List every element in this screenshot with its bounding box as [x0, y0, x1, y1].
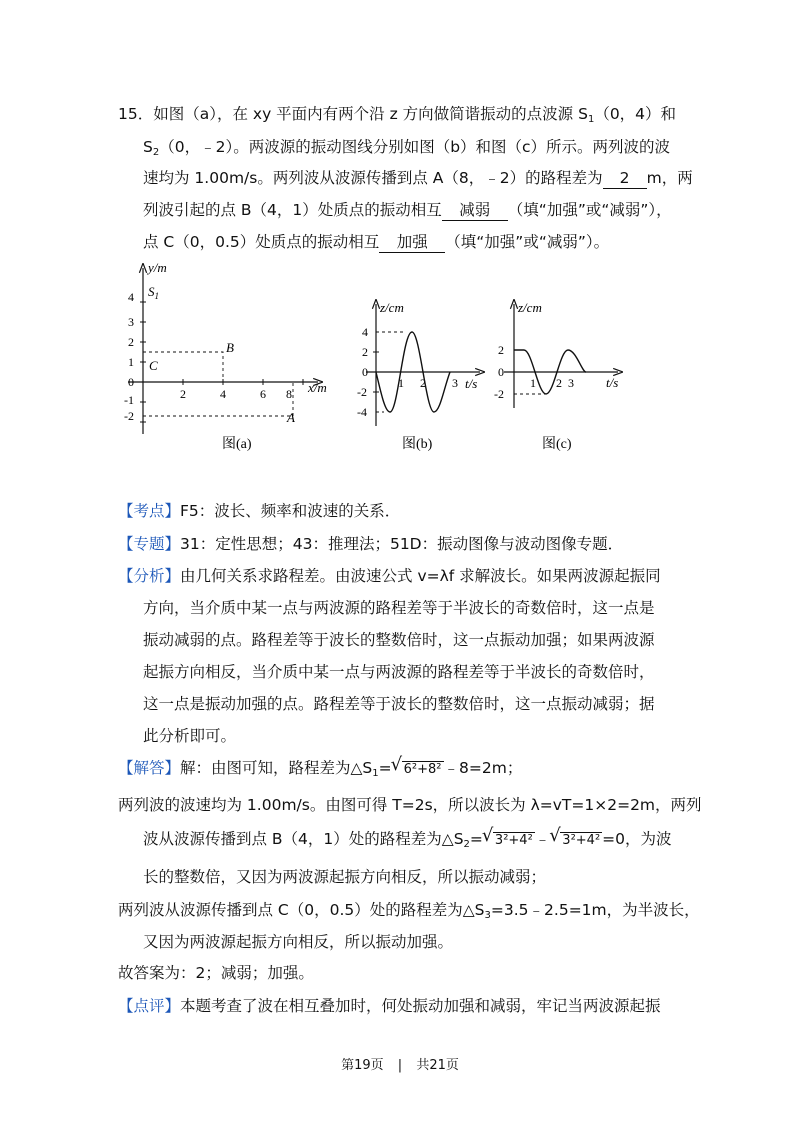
fig-a-ytick-m1: -1 [124, 393, 134, 407]
fig-a-a-label: A [287, 410, 295, 425]
fig-a-c-label: C [149, 358, 158, 373]
fig-a-caption: 图(a) [222, 437, 252, 452]
jieda-line-5: 两列波从波源传播到点 C（0，0.5）处的路程差为$\triangle S_3=3.5﹣2.5=1m$，为半波长， [118, 901, 700, 921]
fig-a-ytick-1: 1 [128, 355, 134, 369]
jieda-line-4: 长的整数倍，又因为两波源起振方向相反，所以振动减弱； [143, 868, 547, 886]
page-total: 共21页 [416, 1058, 459, 1073]
fig-a-ytick-2: 2 [128, 335, 134, 349]
dianping-line: 【点评】本题考查了波在相互叠加时，何处振动加强和减弱，牢记当两波源起振 [118, 997, 661, 1015]
fig-c-caption: 图(c) [542, 437, 572, 452]
fig-c-ytick-m2: -2 [494, 387, 504, 401]
fig-b-caption: 图(b) [402, 437, 433, 452]
fig-c-ytick-0: 0 [498, 365, 504, 379]
fig-c-xtick-1: 1 [530, 376, 536, 390]
fig-b-ytick-2: 2 [362, 345, 368, 359]
fig-b-ytick-4: 4 [362, 325, 368, 339]
fig-b-xtick-1: 1 [398, 376, 404, 390]
footer-separator: | [397, 1058, 403, 1073]
page-footer [0, 1054, 800, 1073]
question-line-1: 15．如图（a），在 xy 平面内有两个沿 z 方向做简谐振动的点波源 $S_1(0$，4）和 [118, 105, 677, 125]
fig-c-ytick-2: 2 [498, 343, 504, 357]
fenxi-tag: 【分析】 [118, 567, 181, 585]
fig-b-xtick-3: 3 [452, 376, 458, 390]
fig-a-xtick-2: 2 [180, 387, 186, 401]
answer-blank-1: 2 [603, 168, 647, 189]
fig-c-xlabel: t/s [606, 375, 619, 390]
dianping-tag: 【点评】 [118, 997, 181, 1015]
jieda-line-6: 又因为两波源起振方向相反，所以振动加强。 [143, 933, 454, 951]
fig-a-xtick-6: 6 [260, 387, 266, 401]
question-line-4: 列波引起的点 B（4，1）处质点的振动相互 减弱 （填“加强”或“减弱”）， [143, 201, 672, 219]
fig-a-ytick-3: 3 [128, 315, 134, 329]
fenxi-line-6: 此分析即可。 [143, 727, 237, 745]
fig-b-ylabel: z/cm [380, 300, 404, 315]
fig-a-b-label: B [226, 340, 234, 355]
fig-a-xlabel: x/m [308, 380, 327, 395]
fig-b-xtick-2: 2 [420, 376, 426, 390]
question-line-2: $S_2(0$，﹣2）。两波源的振动图线分别如图（b）和图（c）所示。两列波的波 [143, 138, 671, 158]
question-line-3: 速均为 1.00m/s。两列波从波源传播到点 A（8，﹣2）的路程差为 2 m，两 [143, 169, 693, 187]
question-line-5: 点 C（0，0.5）处质点的振动相互 加强 （填“加强”或“减弱”）。 [143, 233, 610, 251]
fig-a-ytick-m2: -2 [124, 409, 134, 423]
jieda-line-7: 故答案为：2；减弱；加强。 [118, 964, 314, 982]
fig-b-ytick-0: 0 [362, 365, 368, 379]
fig-a-s1-label: $S_1$ [148, 284, 159, 301]
answer-blank-2: 减弱 [442, 200, 508, 221]
fenxi-line-3: 振动减弱的点。路程差等于波长的整数倍时，这一点振动加强；如果两波源 [143, 631, 655, 649]
zhuanti-line: 【专题】31：定性思想；43：推理法；51D：振动图像与波动图像专题． [118, 535, 624, 553]
fenxi-line-1: 【分析】由几何关系求路程差。由波速公式 v=λf 求解波长。如果两波源起振同 [118, 567, 661, 585]
zhuanti-tag: 【专题】 [118, 535, 181, 553]
jieda-line-3: 波从波源传播到点 B（4，1）处的路程差为$\triangle S_2=√$ 3²+4² ﹣√ 3²+4² =0，为波 [143, 829, 672, 855]
fig-c-xtick-3: 3 [568, 376, 574, 390]
fig-b-xlabel: t/s [465, 376, 478, 391]
jieda-line-2: 两列波的波速均为 1.00m/s。由图可得 T=2s，所以波长为 λ=vT=1×2=2m，两列 [118, 796, 702, 814]
fig-a-xtick-4: 4 [220, 387, 226, 401]
answer-blank-3: 加强 [379, 232, 445, 253]
fig-c-ylabel: z/cm [518, 300, 542, 315]
fenxi-line-4: 起振方向相反，当介质中某一点与两波源的路程差等于半波长的奇数倍时， [143, 663, 655, 681]
figure-a [118, 258, 348, 458]
fig-a-ylabel: y/m [148, 260, 167, 275]
fig-a-ytick-0: 0 [128, 375, 134, 389]
page-number: 第19页 [341, 1058, 384, 1073]
kaodian-tag: 【考点】 [118, 502, 181, 520]
fig-b-ytick-m2: -2 [357, 385, 367, 399]
fig-b-ytick-m4: -4 [357, 405, 367, 419]
jieda-line-1: 【解答】解：由图可知，路程差为$\triangle S_1=√$ 6²+8² ﹣8=2m； [118, 758, 522, 784]
fig-a-xtick-8: 8 [286, 387, 292, 401]
figure-b [340, 298, 490, 458]
fig-c-xtick-2: 2 [556, 376, 562, 390]
kaodian-line: 【考点】F5：波长、频率和波速的关系． [118, 502, 401, 520]
fig-a-ytick-4: 4 [128, 290, 134, 304]
figure-c [488, 298, 638, 458]
fenxi-line-5: 这一点是振动加强的点。路程差等于波长的整数倍时，这一点振动减弱；据 [143, 695, 655, 713]
jieda-tag: 【解答】 [118, 759, 181, 777]
fenxi-line-2: 方向，当介质中某一点与两波源的路程差等于半波长的奇数倍时，这一点是 [143, 599, 655, 617]
